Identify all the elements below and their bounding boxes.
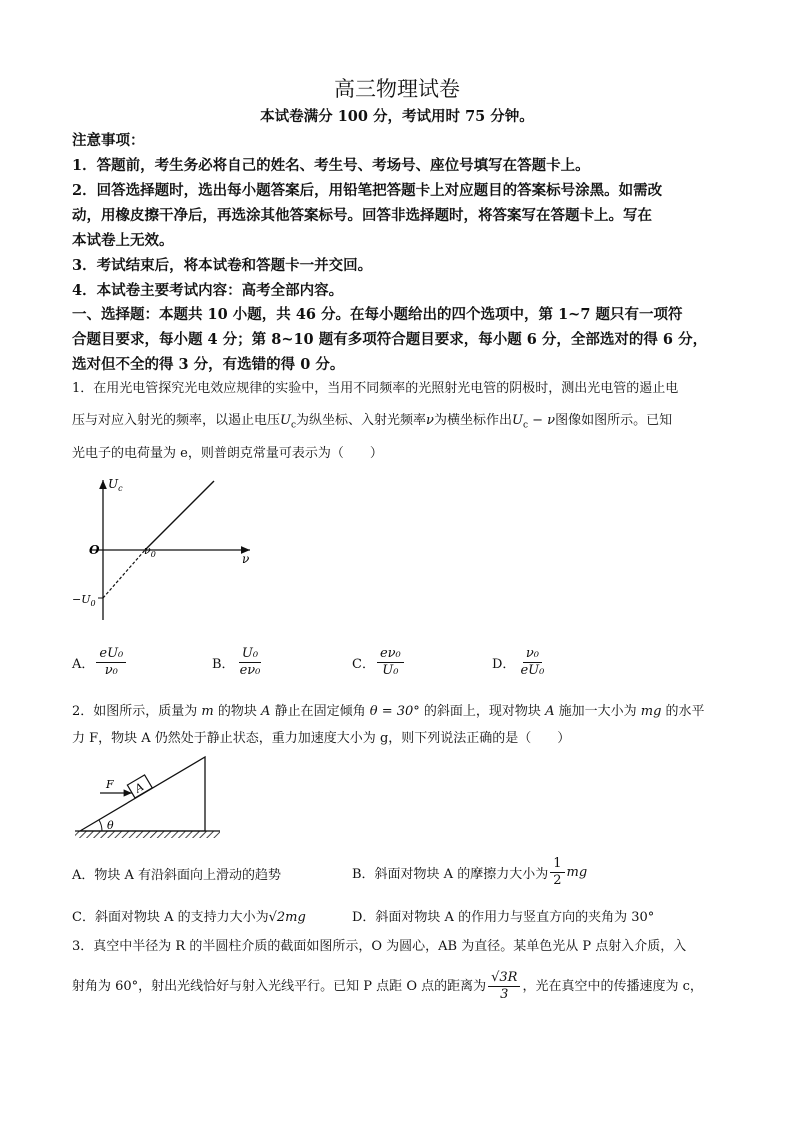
q1-option-b[interactable]: B． $\frac{\text{U₀}}{\text{eν₀}}$	[212, 646, 261, 678]
q3-line-1: 3．真空中半径为 R 的半圆柱介质的截面如图所示，O 为圆心，AB 为直径。某单色光从 P 点射入介质，入	[72, 939, 687, 954]
q1-line-3: 光电子的电荷量为 e，则普朗克常量可表示为（ ）	[72, 446, 383, 461]
q1-option-c[interactable]: C． $\frac{\text{eν₀}}{\text{U₀}}$	[352, 646, 406, 679]
ground-hatch	[75, 831, 220, 838]
angle-label: θ	[107, 819, 114, 832]
q2-line-2: 力 F，物块 A 仍然处于静止状态，重力加速度大小为 g，则下列说法正确的是（ ）	[72, 731, 571, 746]
note-2-line-1: 2．回答选择题时，选出每小题答案后，用铅笔把答题卡上对应题目的答案标号涂黑。如需改	[72, 182, 663, 199]
q3-line-2: 射角为 60°，射出光线恰好与射入光线平行。已知 P 点距 O 点的距离为 $\frac{√3R}{3}$ ，光在真空中的传播速度为 c，	[72, 970, 703, 1002]
y-intercept-label: $-U_0$	[72, 593, 96, 608]
q2-option-a[interactable]: A．物块 A 有沿斜面向上滑动的趋势	[72, 868, 282, 883]
page-subtitle: 本试卷满分 100 分，考试用时 75 分钟。	[260, 108, 534, 125]
section-1-line-2: 合题目要求，每小题 4 分；第 8~10 题有多项符合题目要求，每小题 6 分，全部选对的得 6 分，	[72, 331, 708, 348]
q1-line-1: 1．在用光电管探究光电效应规律的实验中，当用不同频率的光照射光电管的阴极时，测出光电管的遏止电	[72, 381, 679, 396]
angle-arc	[99, 820, 102, 831]
note-2-line-2: 动，用橡皮擦干净后，再选涂其他答案标号。回答非选择题时，将答案写在答题卡上。写在	[72, 207, 652, 224]
q1-line-2: 压与对应入射光的频率，以遏止电压$U_c$为纵坐标、入射光频率ν为横坐标作出$U_c - \nu$图像如图所示。已知	[72, 413, 673, 431]
origin-label: O	[89, 543, 100, 557]
note-1: 1．答题前，考生务必将自己的姓名、考生号、考场号、座位号填写在答题卡上。	[72, 157, 590, 174]
q1-option-d[interactable]: D． $\frac{\text{ν₀}}{\text{eU₀}}$	[492, 646, 545, 678]
q1-option-a[interactable]: A． $\frac{\text{eU₀}}{\text{ν₀}}$	[72, 646, 128, 679]
q2-option-b[interactable]: B．斜面对物块 A 的摩擦力大小为 $\frac{1}{2}$ mg	[352, 856, 588, 888]
svg-text:A: A	[132, 780, 147, 796]
q1-graph	[70, 470, 270, 640]
q2-figure	[70, 755, 230, 845]
graph-solid-line	[145, 481, 214, 550]
block-a	[127, 775, 152, 798]
x-axis-label: ν	[242, 552, 250, 566]
q2-option-d[interactable]: D．斜面对物块 A 的作用力与竖直方向的夹角为 30°	[352, 910, 655, 925]
note-2-line-3: 本试卷上无效。	[72, 232, 174, 249]
note-3: 3．考试结束后，将本试卷和答题卡一并交回。	[72, 257, 373, 274]
y-axis-label: $U_c$	[108, 477, 123, 493]
x-intercept-label: $\nu_0$	[144, 544, 156, 559]
note-4: 4．本试卷主要考试内容：高考全部内容。	[72, 282, 344, 299]
notes-heading: 注意事项：	[72, 132, 145, 149]
section-1-line-1: 一、选择题：本题共 10 小题，共 46 分。在每小题给出的四个选项中，第 1~7 题只有一项符	[72, 306, 683, 323]
page-title: 高三物理试卷	[334, 77, 460, 101]
q2-option-c[interactable]: C．斜面对物块 A 的支持力大小为√2mg	[72, 910, 306, 925]
graph-dashed-line	[103, 550, 145, 598]
section-1-line-3: 选对但不全的得 3 分，有选错的得 0 分。	[72, 356, 345, 373]
q2-line-1: 2．如图所示，质量为 m 的物块 A 静止在固定倾角 θ = 30° 的斜面上，现对物块 A 施加一大小为 mg 的水平	[72, 704, 705, 719]
force-label: F	[106, 778, 114, 791]
